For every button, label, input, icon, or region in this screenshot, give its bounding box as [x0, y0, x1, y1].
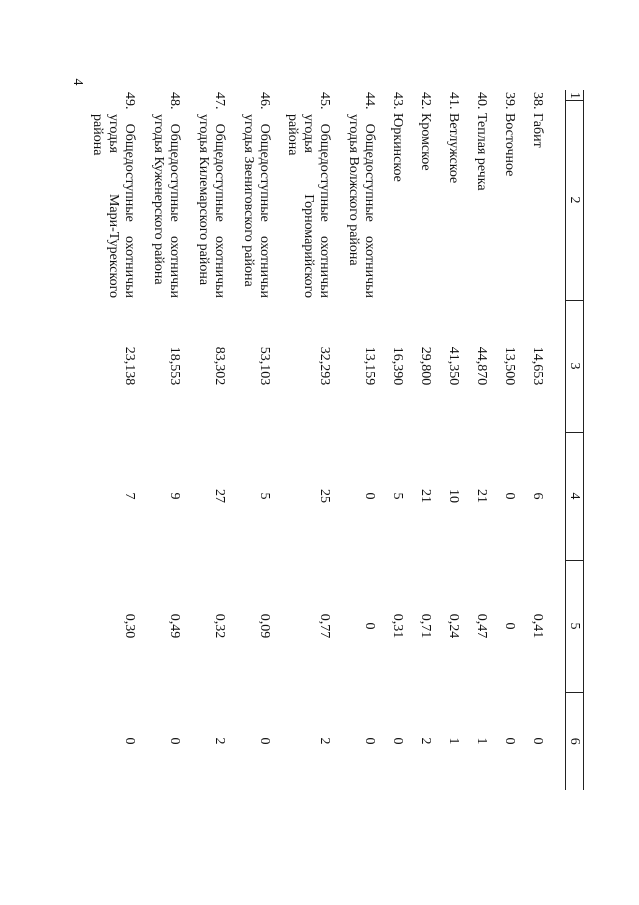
row-name-line: района	[285, 114, 300, 156]
row-name-line: 47. Общедоступные охотничьи	[212, 92, 227, 298]
row-name-cell	[332, 90, 377, 300]
table-row	[433, 90, 461, 790]
row-name-line: района	[90, 114, 105, 156]
row-value-c3: 13,159	[362, 346, 377, 386]
header-col-2: 2	[566, 100, 584, 300]
row-value-c4: 21	[418, 489, 433, 503]
row-value-c6: 0	[390, 737, 405, 745]
row-name-line: 48. Общедоступные охотничьи	[167, 92, 182, 298]
row-name-line: 38. Габит	[530, 92, 545, 148]
row-value-c5: 0,71	[418, 613, 433, 639]
row-name-line: 45. Общедоступные охотничьи	[317, 92, 332, 298]
row-value-c3: 16,390	[390, 346, 405, 386]
row-name-line: 39. Восточное	[502, 92, 517, 177]
row-value-c4: 10	[446, 489, 461, 503]
row-value-c5: 0,32	[212, 613, 227, 639]
row-value-c5: 0,30	[122, 613, 137, 639]
row-value-c4: 0	[362, 492, 377, 500]
row-value-c5: 0,31	[390, 613, 405, 639]
row-name-line: 49. Общедоступные охотничьи	[122, 92, 137, 298]
row-name-line: 41. Ветлужское	[446, 92, 461, 184]
row-value-c5: 0	[502, 622, 517, 630]
row-value-c4: 5	[257, 492, 272, 500]
hunting-grounds-table	[77, 90, 584, 790]
table-row	[489, 90, 517, 790]
row-name-line: угодья Куженерского района	[151, 114, 166, 285]
row-value-c3: 32,293	[317, 346, 332, 386]
row-value-c4: 6	[530, 492, 545, 500]
header-col-4: 4	[566, 432, 584, 560]
row-value-c3: 53,103	[257, 346, 272, 386]
row-value-c6: 0	[122, 737, 137, 745]
row-name-cell	[517, 90, 566, 300]
row-name-cell	[489, 90, 517, 300]
header-col-3: 3	[566, 300, 584, 432]
table-row	[517, 90, 566, 790]
row-value-c6: 0	[257, 737, 272, 745]
row-value-c6: 1	[474, 737, 489, 745]
row-value-c4: 0	[502, 492, 517, 500]
header-col-6: 6	[566, 692, 584, 790]
table-row	[227, 90, 272, 790]
row-value-c3: 83,302	[212, 346, 227, 386]
table-row	[137, 90, 182, 790]
row-value-c3: 18,553	[167, 346, 182, 386]
row-name-cell	[461, 90, 489, 300]
row-value-c5: 0	[362, 622, 377, 630]
row-name-cell	[433, 90, 461, 300]
page-number: 4	[70, 78, 85, 86]
row-name-cell	[182, 90, 227, 300]
row-value-c3: 41,350	[446, 346, 461, 386]
row-value-c6: 0	[167, 737, 182, 745]
row-value-c6: 2	[212, 737, 227, 745]
row-value-c3: 29,800	[418, 346, 433, 386]
row-name-cell	[272, 90, 332, 300]
row-name-line: 40. Теплая речка	[474, 92, 489, 191]
row-value-c3: 44,870	[474, 346, 489, 386]
header-row	[566, 90, 584, 790]
row-value-c5: 0,47	[474, 613, 489, 639]
row-name-cell	[77, 90, 137, 300]
row-value-c5: 0,24	[446, 613, 461, 639]
table-row	[77, 90, 137, 790]
row-name-cell	[405, 90, 433, 300]
row-name-cell	[137, 90, 182, 300]
table-row	[272, 90, 332, 790]
row-value-c4: 27	[212, 489, 227, 503]
row-name-line: 44. Общедоступные охотничьи	[362, 92, 377, 298]
table-row	[461, 90, 489, 790]
row-value-c5: 0,77	[317, 613, 332, 639]
row-name-cell	[377, 90, 405, 300]
header-col-1: 1	[567, 92, 583, 99]
row-value-c6: 2	[418, 737, 433, 745]
row-value-c5: 0,49	[167, 613, 182, 639]
row-value-c3: 13,500	[502, 346, 517, 386]
rotated-table-sheet	[90, 90, 584, 790]
row-name-cell	[227, 90, 272, 300]
table-body	[77, 90, 566, 790]
row-value-c6: 0	[362, 737, 377, 745]
row-value-c3: 23,138	[122, 346, 137, 386]
row-name-line: 43. Юркинское	[390, 92, 405, 182]
table-row	[377, 90, 405, 790]
row-value-c3: 14,653	[530, 346, 545, 386]
row-value-c6: 0	[530, 737, 545, 745]
row-value-c6: 2	[317, 737, 332, 745]
row-value-c6: 1	[446, 737, 461, 745]
row-name-line: угодья Горномарийского	[301, 114, 316, 298]
row-name-line: угодья Волжского района	[346, 114, 361, 266]
table-row	[182, 90, 227, 790]
table-header	[566, 90, 584, 790]
header-col-5: 5	[566, 560, 584, 692]
row-value-c4: 7	[122, 492, 137, 500]
row-value-c5: 0,09	[257, 613, 272, 639]
row-name-line: 46. Общедоступные охотничьи	[257, 92, 272, 298]
row-name-line: угодья Мари-Турекского	[106, 114, 121, 298]
row-value-c6: 0	[502, 737, 517, 745]
row-name-line: угодья Звениговского района	[241, 114, 256, 287]
row-name-line: 42. Кромское	[418, 92, 433, 171]
row-value-c4: 25	[317, 489, 332, 503]
row-value-c4: 5	[390, 492, 405, 500]
table-row	[405, 90, 433, 790]
row-name-line: угодья Килемарского района	[196, 114, 211, 286]
row-value-c4: 9	[167, 492, 182, 500]
row-value-c4: 21	[474, 489, 489, 503]
row-value-c5: 0,41	[530, 613, 545, 639]
table-row	[332, 90, 377, 790]
